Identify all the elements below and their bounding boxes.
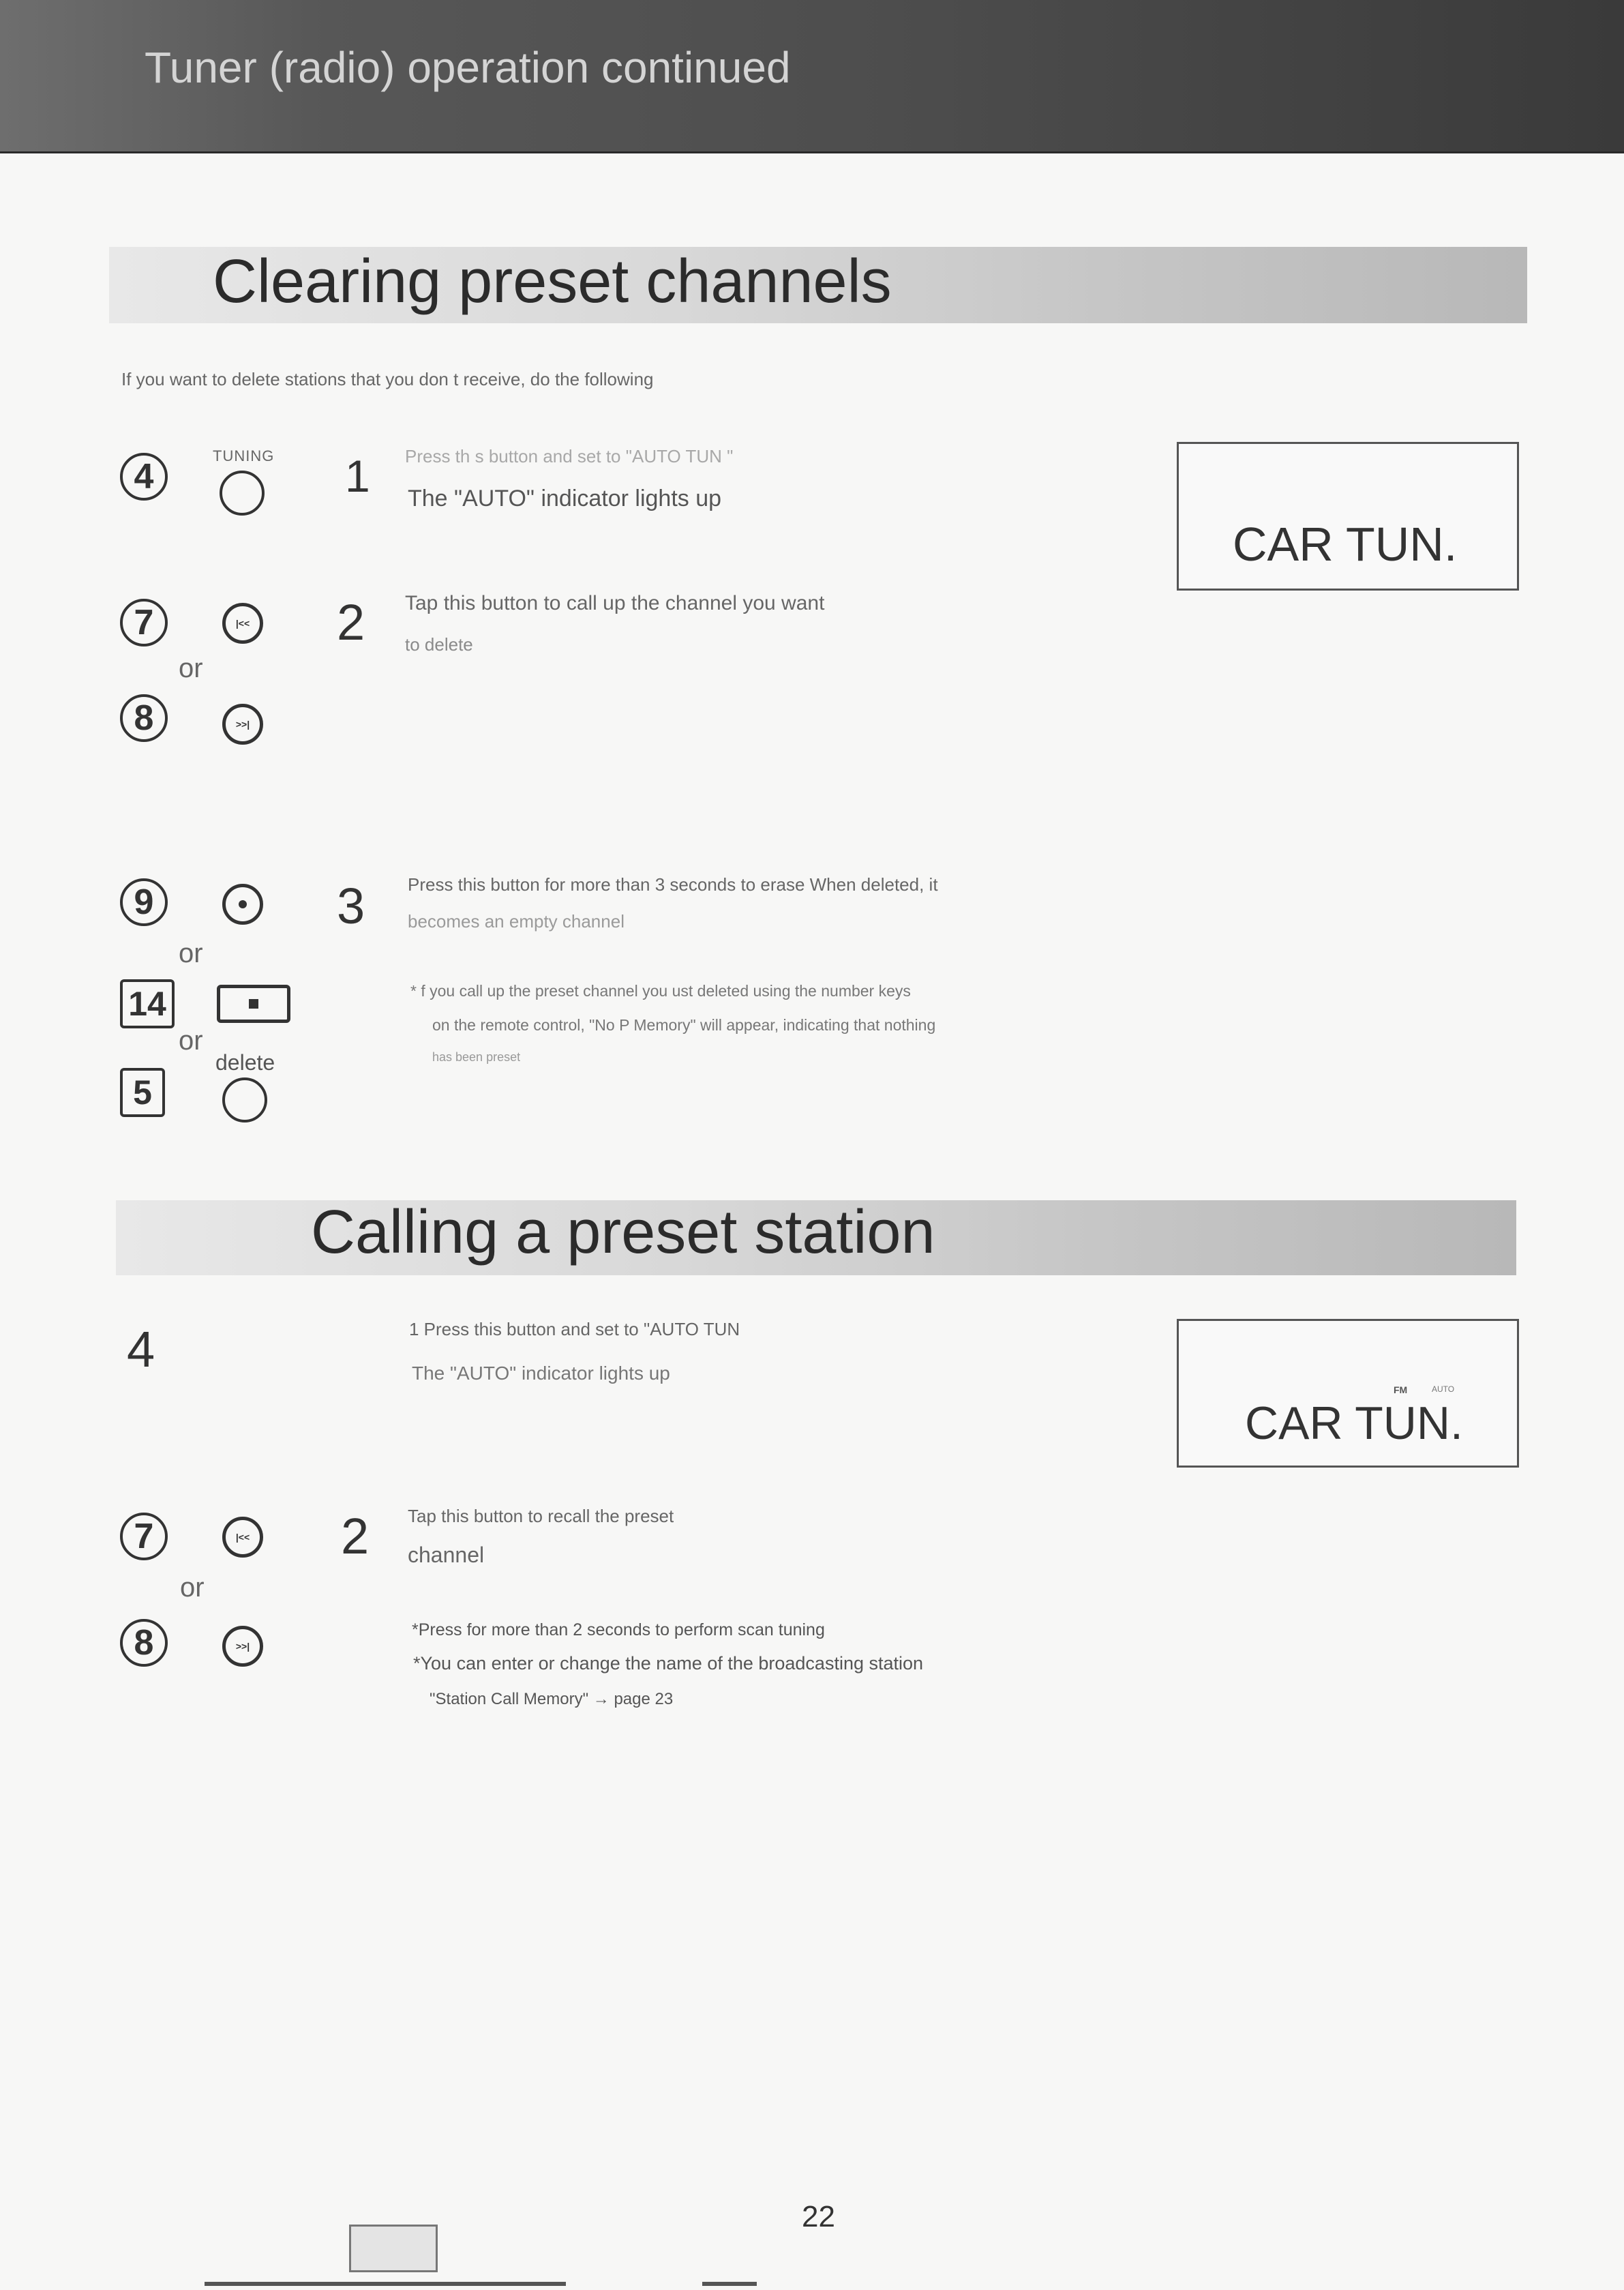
fm-indicator: FM xyxy=(1394,1384,1408,1395)
step3-note-3: has been preset xyxy=(432,1050,521,1064)
calling-step1-result: The "AUTO" indicator lights up xyxy=(412,1363,670,1384)
calling-note-1: *Press for more than 2 seconds to perform scan tuning xyxy=(412,1620,825,1639)
step1-result: The "AUTO" indicator lights up xyxy=(408,486,722,511)
footer-rule-left xyxy=(205,2282,566,2286)
header-divider xyxy=(0,151,1624,153)
or-label: or xyxy=(179,938,203,968)
step3-instruction: Press this button for more than 3 seconds to erase When deleted, it xyxy=(408,874,938,895)
section-title-calling: Calling a preset station xyxy=(311,1198,935,1266)
key-5-icon: 5 xyxy=(120,1068,165,1117)
calling-step1-instruction: 1 Press this button and set to "AUTO TUN xyxy=(409,1319,740,1339)
or-label: or xyxy=(179,653,203,683)
auto-indicator: AUTO xyxy=(1432,1384,1455,1394)
calling-step2-instruction-cont: channel xyxy=(408,1543,485,1567)
delete-knob-icon xyxy=(222,1077,267,1122)
step-number-2: 2 xyxy=(337,594,365,651)
step1-instruction: Press th s button and set to "AUTO TUN " xyxy=(405,446,734,466)
or-label: or xyxy=(179,1026,203,1056)
step3-note-2: on the remote control, "No P Memory" will appear, indicating that nothing xyxy=(432,1016,936,1034)
key-8-icon: 8 xyxy=(120,694,168,742)
next-button-icon: >>| xyxy=(222,704,263,745)
section-title-clearing: Clearing preset channels xyxy=(213,248,892,316)
page-number: 22 xyxy=(802,2200,835,2233)
prev-button-icon: |<< xyxy=(222,1517,263,1558)
key-4-icon: 4 xyxy=(120,453,168,501)
step3-note-1: * f you call up the preset channel you ust deleted using the number keys xyxy=(410,982,911,1000)
key-9-icon: 9 xyxy=(120,878,168,926)
lcd-display-2-text: CAR TUN. xyxy=(1245,1397,1463,1449)
remote-memory-button-icon xyxy=(217,985,290,1023)
calling-step2-instruction: Tap this button to recall the preset xyxy=(408,1506,674,1526)
key-7-icon: 7 xyxy=(120,599,168,646)
step-number-3: 3 xyxy=(337,878,365,934)
step2-instruction-cont: to delete xyxy=(405,634,473,655)
intro-text: If you want to delete stations that you don t receive, do the following xyxy=(121,369,654,389)
tuning-label: TUNING xyxy=(213,447,275,464)
device-thumbnail-icon xyxy=(349,2225,438,2272)
step-number-2: 2 xyxy=(341,1508,370,1564)
step2-instruction: Tap this button to call up the channel you want xyxy=(405,592,825,614)
next-button-icon: >>| xyxy=(222,1626,263,1667)
step3-instruction-cont: becomes an empty channel xyxy=(408,911,625,932)
memory-button-icon xyxy=(222,884,263,925)
calling-note-2: *You can enter or change the name of the broadcasting station xyxy=(413,1653,924,1674)
footer-rule-right xyxy=(702,2282,757,2286)
key-8-icon: 8 xyxy=(120,1619,168,1667)
or-label: or xyxy=(180,1573,205,1603)
key-14-icon: 14 xyxy=(120,979,175,1028)
tuning-knob-icon xyxy=(220,471,265,516)
page-header-title: Tuner (radio) operation continued xyxy=(145,43,791,92)
step-number-1: 1 xyxy=(345,451,370,501)
key-4-label: 4 xyxy=(127,1321,155,1378)
calling-note-3: "Station Call Memory" → page 23 xyxy=(430,1690,674,1708)
key-7-icon: 7 xyxy=(120,1513,168,1560)
prev-button-icon: |<< xyxy=(222,603,263,644)
lcd-display-1-text: CAR TUN. xyxy=(1233,518,1458,571)
delete-label: delete xyxy=(215,1050,275,1075)
